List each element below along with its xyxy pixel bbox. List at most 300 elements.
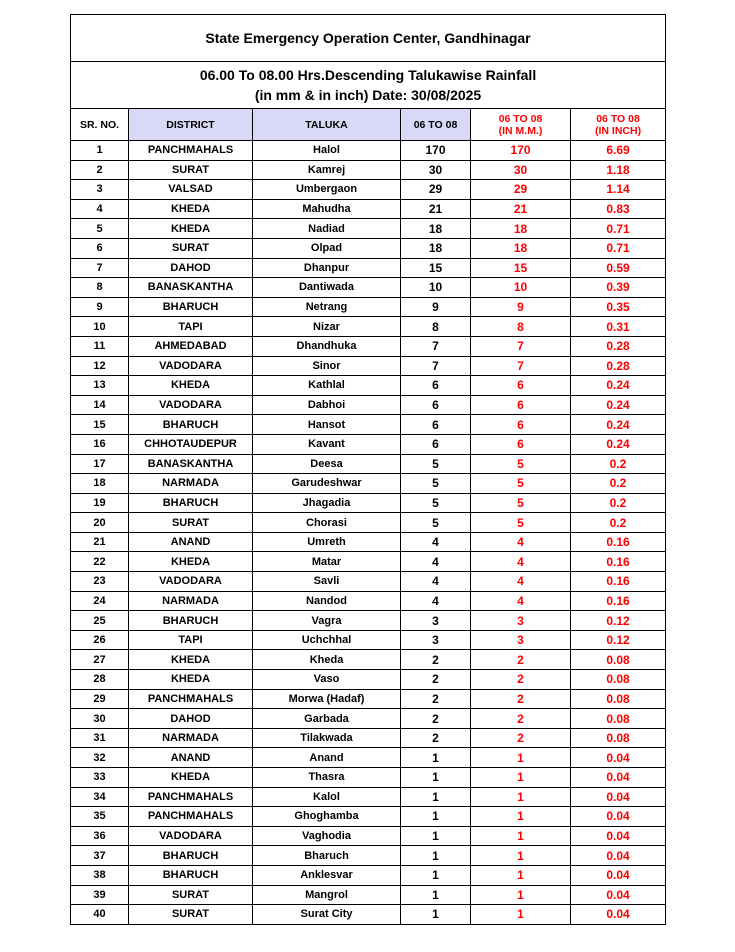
table-row [71,493,666,513]
cell-period: 170 [401,141,471,161]
cell-mm: 1 [471,807,571,827]
table-row [71,336,666,356]
cell-taluka: Nadiad [253,219,401,239]
cell-inch: 0.24 [571,415,666,435]
cell-mm: 10 [471,278,571,298]
table-row [71,297,666,317]
header-period: 06 TO 08 [401,109,471,141]
cell-sr-no: 7 [71,258,129,278]
cell-inch: 0.24 [571,376,666,396]
cell-inch: 0.04 [571,885,666,905]
table-row [71,219,666,239]
cell-taluka: Dhanpur [253,258,401,278]
cell-mm: 6 [471,376,571,396]
table-row [71,141,666,161]
table-row [71,630,666,650]
cell-period: 6 [401,395,471,415]
cell-district: KHEDA [129,219,253,239]
rainfall-table [70,14,666,925]
subtitle-row [71,62,666,109]
cell-mm: 8 [471,317,571,337]
cell-mm: 1 [471,748,571,768]
title-row [71,15,666,62]
cell-district: DAHOD [129,709,253,729]
table-row [71,199,666,219]
cell-district: CHHOTAUDEPUR [129,434,253,454]
table-row [71,905,666,925]
cell-taluka: Nandod [253,591,401,611]
cell-sr-no: 27 [71,650,129,670]
cell-taluka: Kavant [253,434,401,454]
cell-period: 5 [401,454,471,474]
cell-sr-no: 37 [71,846,129,866]
cell-mm: 6 [471,415,571,435]
cell-taluka: Garudeshwar [253,474,401,494]
cell-sr-no: 34 [71,787,129,807]
cell-period: 9 [401,297,471,317]
cell-mm: 1 [471,905,571,925]
subtitle-line-1: 06.00 To 08.00 Hrs.Descending Talukawise Rainfall [199,67,537,83]
table-row [71,807,666,827]
cell-district: BHARUCH [129,846,253,866]
cell-sr-no: 29 [71,689,129,709]
cell-inch: 0.16 [571,572,666,592]
cell-mm: 2 [471,728,571,748]
cell-mm: 18 [471,219,571,239]
cell-inch: 0.16 [571,591,666,611]
cell-period: 4 [401,591,471,611]
table-row [71,180,666,200]
cell-sr-no: 21 [71,532,129,552]
cell-inch: 0.04 [571,787,666,807]
cell-district: NARMADA [129,474,253,494]
cell-district: VADODARA [129,826,253,846]
cell-taluka: Kheda [253,650,401,670]
cell-sr-no: 31 [71,728,129,748]
cell-inch: 0.04 [571,826,666,846]
cell-district: VADODARA [129,572,253,592]
cell-district: NARMADA [129,728,253,748]
header-taluka: TALUKA [253,109,401,141]
cell-period: 2 [401,670,471,690]
cell-period: 3 [401,630,471,650]
cell-inch: 0.12 [571,630,666,650]
cell-mm: 18 [471,238,571,258]
cell-inch: 0.28 [571,336,666,356]
cell-taluka: Bharuch [253,846,401,866]
cell-inch: 0.08 [571,689,666,709]
cell-district: DAHOD [129,258,253,278]
table-row [71,865,666,885]
report-subtitle [71,62,666,109]
cell-period: 2 [401,689,471,709]
cell-mm: 6 [471,434,571,454]
cell-district: KHEDA [129,650,253,670]
cell-period: 6 [401,415,471,435]
cell-district: BANASKANTHA [129,278,253,298]
cell-sr-no: 35 [71,807,129,827]
cell-taluka: Ghoghamba [253,807,401,827]
header-sr-no: SR. NO. [71,109,129,141]
cell-mm: 5 [471,493,571,513]
cell-sr-no: 1 [71,141,129,161]
cell-sr-no: 40 [71,905,129,925]
table-row [71,846,666,866]
cell-sr-no: 17 [71,454,129,474]
cell-period: 29 [401,180,471,200]
cell-inch: 0.04 [571,768,666,788]
cell-period: 2 [401,650,471,670]
cell-mm: 2 [471,650,571,670]
header-inch-line-1: 06 TO 08 [596,112,640,125]
cell-district: NARMADA [129,591,253,611]
cell-taluka: Surat City [253,905,401,925]
cell-district: PANCHMAHALS [129,141,253,161]
cell-inch: 0.71 [571,219,666,239]
cell-taluka: Kamrej [253,160,401,180]
cell-mm: 1 [471,826,571,846]
table-row [71,689,666,709]
cell-taluka: Thasra [253,768,401,788]
cell-taluka: Anand [253,748,401,768]
table-row [71,434,666,454]
cell-inch: 0.08 [571,650,666,670]
cell-district: KHEDA [129,376,253,396]
table-row [71,415,666,435]
cell-sr-no: 28 [71,670,129,690]
cell-district: ANAND [129,532,253,552]
cell-period: 6 [401,376,471,396]
table-row [71,258,666,278]
cell-inch: 0.04 [571,748,666,768]
cell-sr-no: 18 [71,474,129,494]
cell-mm: 30 [471,160,571,180]
cell-taluka: Vagra [253,611,401,631]
cell-period: 1 [401,748,471,768]
table-row [71,454,666,474]
cell-taluka: Sinor [253,356,401,376]
cell-taluka: Dhandhuka [253,336,401,356]
table-row [71,572,666,592]
cell-mm: 2 [471,689,571,709]
cell-taluka: Anklesvar [253,865,401,885]
cell-district: TAPI [129,317,253,337]
cell-district: SURAT [129,885,253,905]
cell-mm: 7 [471,356,571,376]
cell-period: 6 [401,434,471,454]
cell-district: VADODARA [129,356,253,376]
cell-sr-no: 14 [71,395,129,415]
cell-taluka: Mahudha [253,199,401,219]
cell-district: BHARUCH [129,415,253,435]
rainfall-report [70,14,665,925]
cell-taluka: Jhagadia [253,493,401,513]
cell-taluka: Mangrol [253,885,401,905]
cell-sr-no: 4 [71,199,129,219]
cell-taluka: Vaghodia [253,826,401,846]
cell-period: 21 [401,199,471,219]
table-row [71,709,666,729]
cell-mm: 5 [471,474,571,494]
cell-period: 7 [401,336,471,356]
cell-period: 18 [401,238,471,258]
cell-sr-no: 19 [71,493,129,513]
header-mm-line-1: 06 TO 08 [498,112,543,125]
cell-district: VALSAD [129,180,253,200]
cell-sr-no: 12 [71,356,129,376]
cell-inch: 0.08 [571,670,666,690]
cell-inch: 0.08 [571,728,666,748]
cell-sr-no: 33 [71,768,129,788]
cell-inch: 0.35 [571,297,666,317]
cell-taluka: Kalol [253,787,401,807]
cell-sr-no: 5 [71,219,129,239]
cell-mm: 4 [471,572,571,592]
cell-sr-no: 11 [71,336,129,356]
cell-inch: 0.04 [571,865,666,885]
cell-period: 1 [401,787,471,807]
table-row [71,395,666,415]
table-row [71,650,666,670]
cell-mm: 7 [471,336,571,356]
cell-sr-no: 38 [71,865,129,885]
cell-inch: 0.2 [571,513,666,533]
cell-period: 7 [401,356,471,376]
cell-mm: 6 [471,395,571,415]
cell-mm: 2 [471,709,571,729]
cell-taluka: Halol [253,141,401,161]
cell-district: PANCHMAHALS [129,689,253,709]
table-row [71,768,666,788]
cell-taluka: Deesa [253,454,401,474]
cell-taluka: Olpad [253,238,401,258]
cell-sr-no: 32 [71,748,129,768]
cell-district: VADODARA [129,395,253,415]
cell-sr-no: 6 [71,238,129,258]
cell-district: PANCHMAHALS [129,787,253,807]
cell-inch: 0.71 [571,238,666,258]
column-header-row [71,109,666,141]
cell-district: BHARUCH [129,611,253,631]
cell-district: SURAT [129,238,253,258]
cell-district: ANAND [129,748,253,768]
cell-period: 5 [401,493,471,513]
cell-mm: 4 [471,552,571,572]
cell-sr-no: 2 [71,160,129,180]
cell-sr-no: 20 [71,513,129,533]
table-row [71,376,666,396]
cell-sr-no: 22 [71,552,129,572]
table-row [71,826,666,846]
cell-taluka: Tilakwada [253,728,401,748]
cell-inch: 0.04 [571,846,666,866]
table-row [71,611,666,631]
cell-period: 30 [401,160,471,180]
cell-sr-no: 23 [71,572,129,592]
cell-mm: 9 [471,297,571,317]
subtitle-line-2: (in mm & in inch) Date: 30/08/2025 [254,87,482,103]
cell-mm: 1 [471,787,571,807]
table-row [71,278,666,298]
table-row [71,787,666,807]
table-row [71,591,666,611]
cell-district: SURAT [129,905,253,925]
cell-sr-no: 30 [71,709,129,729]
cell-district: KHEDA [129,199,253,219]
cell-inch: 0.24 [571,434,666,454]
cell-taluka: Umreth [253,532,401,552]
cell-taluka: Kathlal [253,376,401,396]
cell-mm: 2 [471,670,571,690]
cell-period: 2 [401,709,471,729]
cell-inch: 0.2 [571,474,666,494]
cell-district: KHEDA [129,552,253,572]
cell-sr-no: 24 [71,591,129,611]
cell-period: 5 [401,513,471,533]
cell-period: 18 [401,219,471,239]
table-row [71,513,666,533]
cell-taluka: Vaso [253,670,401,690]
cell-inch: 0.04 [571,905,666,925]
cell-inch: 0.16 [571,532,666,552]
cell-mm: 1 [471,885,571,905]
cell-mm: 170 [471,141,571,161]
cell-period: 1 [401,865,471,885]
cell-taluka: Nizar [253,317,401,337]
cell-mm: 29 [471,180,571,200]
cell-mm: 15 [471,258,571,278]
cell-district: BHARUCH [129,865,253,885]
table-row [71,670,666,690]
cell-inch: 0.16 [571,552,666,572]
cell-mm: 5 [471,513,571,533]
table-body [71,141,666,925]
header-inch [571,109,666,141]
table-row [71,160,666,180]
cell-inch: 0.31 [571,317,666,337]
cell-inch: 0.04 [571,807,666,827]
cell-period: 1 [401,846,471,866]
cell-sr-no: 39 [71,885,129,905]
cell-inch: 0.08 [571,709,666,729]
cell-period: 15 [401,258,471,278]
cell-sr-no: 26 [71,630,129,650]
cell-mm: 1 [471,768,571,788]
cell-sr-no: 13 [71,376,129,396]
report-title: State Emergency Operation Center, Gandhinagar [71,15,666,62]
cell-district: PANCHMAHALS [129,807,253,827]
cell-mm: 1 [471,846,571,866]
cell-inch: 0.59 [571,258,666,278]
cell-mm: 21 [471,199,571,219]
cell-mm: 4 [471,532,571,552]
cell-district: KHEDA [129,768,253,788]
cell-sr-no: 25 [71,611,129,631]
table-row [71,238,666,258]
cell-taluka: Hansot [253,415,401,435]
cell-district: SURAT [129,160,253,180]
table-row [71,317,666,337]
cell-taluka: Dabhoi [253,395,401,415]
cell-period: 4 [401,572,471,592]
cell-period: 1 [401,826,471,846]
cell-district: BANASKANTHA [129,454,253,474]
cell-district: SURAT [129,513,253,533]
cell-inch: 6.69 [571,141,666,161]
cell-period: 1 [401,807,471,827]
cell-district: KHEDA [129,670,253,690]
cell-period: 1 [401,905,471,925]
cell-inch: 0.12 [571,611,666,631]
cell-sr-no: 36 [71,826,129,846]
cell-district: AHMEDABAD [129,336,253,356]
table-row [71,474,666,494]
cell-taluka: Matar [253,552,401,572]
cell-inch: 0.28 [571,356,666,376]
cell-period: 4 [401,552,471,572]
cell-mm: 5 [471,454,571,474]
table-row [71,748,666,768]
table-row [71,356,666,376]
cell-sr-no: 16 [71,434,129,454]
cell-sr-no: 3 [71,180,129,200]
table-row [71,885,666,905]
cell-inch: 1.14 [571,180,666,200]
header-inch-line-2: (IN INCH) [594,124,642,137]
cell-taluka: Garbada [253,709,401,729]
cell-inch: 0.83 [571,199,666,219]
cell-taluka: Morwa (Hadaf) [253,689,401,709]
cell-district: BHARUCH [129,493,253,513]
cell-mm: 1 [471,865,571,885]
cell-mm: 3 [471,611,571,631]
cell-mm: 3 [471,630,571,650]
table-row [71,532,666,552]
cell-inch: 0.39 [571,278,666,298]
cell-period: 4 [401,532,471,552]
cell-sr-no: 8 [71,278,129,298]
table-row [71,552,666,572]
cell-taluka: Savli [253,572,401,592]
table-row [71,728,666,748]
cell-taluka: Umbergaon [253,180,401,200]
cell-period: 2 [401,728,471,748]
cell-sr-no: 10 [71,317,129,337]
cell-inch: 1.18 [571,160,666,180]
cell-period: 1 [401,768,471,788]
cell-period: 5 [401,474,471,494]
cell-taluka: Netrang [253,297,401,317]
cell-period: 10 [401,278,471,298]
cell-period: 8 [401,317,471,337]
cell-district: TAPI [129,630,253,650]
cell-district: BHARUCH [129,297,253,317]
cell-inch: 0.24 [571,395,666,415]
cell-inch: 0.2 [571,493,666,513]
cell-mm: 4 [471,591,571,611]
cell-sr-no: 15 [71,415,129,435]
header-mm [471,109,571,141]
header-mm-line-2: (IN M.M.) [498,124,543,137]
cell-period: 1 [401,885,471,905]
cell-period: 3 [401,611,471,631]
cell-taluka: Chorasi [253,513,401,533]
cell-sr-no: 9 [71,297,129,317]
cell-inch: 0.2 [571,454,666,474]
cell-taluka: Dantiwada [253,278,401,298]
cell-taluka: Uchchhal [253,630,401,650]
header-district: DISTRICT [129,109,253,141]
